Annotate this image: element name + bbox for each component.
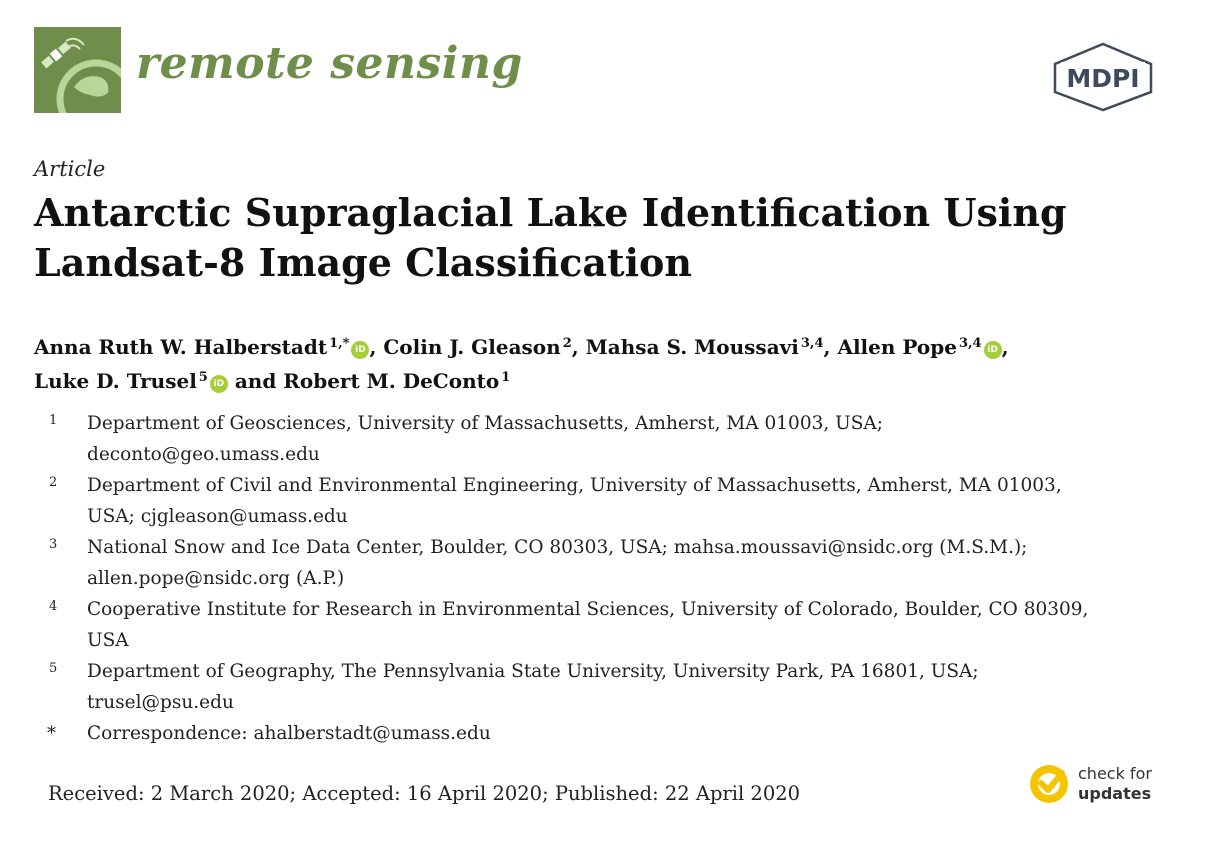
- author: Allen Pope: [837, 335, 957, 359]
- author: Mahsa S. Moussavi: [585, 335, 799, 359]
- author-affiliation-mark: 1: [501, 370, 511, 385]
- journal-logo: [34, 27, 121, 113]
- author: Luke D. Trusel: [34, 369, 197, 393]
- author: Anna Ruth W. Halberstadt: [34, 335, 328, 359]
- author-affiliation-mark: 3,4: [800, 336, 824, 351]
- affiliation-list: [34, 408, 1184, 749]
- publication-dates: Received: 2 March 2020; Accepted: 16 April 2020; Published: 22 April 2020: [48, 782, 801, 805]
- author: Robert M. DeConto: [283, 369, 500, 393]
- page-title: [34, 188, 1164, 288]
- affiliation-number: 5: [49, 661, 58, 676]
- author: Colin J. Gleason: [383, 335, 561, 359]
- title-line-1: Antarctic Supraglacial Lake Identification Using: [34, 190, 1067, 235]
- publisher-logo-text: MDPI: [1066, 64, 1140, 93]
- check-circle-icon: [1028, 763, 1070, 805]
- author-affiliation-mark: 5: [198, 370, 208, 385]
- affiliation-item: 3 National Snow and Ice Data Center, Boulder, CO 80303, USA; mahsa.moussavi@nsidc.org (M.S.M.); allen.pope@nsidc.org (A.P.): [34, 532, 1184, 594]
- author-affiliation-mark: 1,*: [329, 336, 350, 351]
- satellite-globe-icon: [34, 27, 121, 113]
- journal-name: remote sensing: [136, 38, 523, 89]
- affiliation-number: 4: [49, 599, 58, 614]
- affiliation-item: 2 Department of Civil and Environmental Engineering, University of Massachusetts, Amherst, MA 01003, USA; cjgleason@umass.edu: [34, 470, 1184, 532]
- mdpi-hexagon-icon: [1047, 40, 1159, 112]
- affiliation-number: 1: [49, 413, 58, 428]
- check-for-label: check for: [1078, 764, 1152, 783]
- check-for-updates-button[interactable]: [1028, 760, 1168, 810]
- publisher-logo: [1047, 40, 1159, 112]
- affiliation-item: 4 Cooperative Institute for Research in Environmental Sciences, University of Colorado, Boulder, CO 80309, USA: [34, 594, 1184, 656]
- author-affiliation-mark: 3,4: [958, 336, 982, 351]
- author-list: Anna Ruth W. Halberstadt $^{1,*}$ iD , Colin J. Gleason $^2$, Mahsa S. Moussavi $^{3,4}$, Allen Pope $^{3,4}$ iD , Luke D. Trusel $^5$ iD and Robert M. DeConto $^1$: [34, 335, 1009, 393]
- correspondence: * Correspondence: ahalberstadt@umass.edu: [34, 718, 1184, 749]
- affiliation-item: 1 Department of Geosciences, University of Massachusetts, Amherst, MA 01003, USA; deconto@geo.umass.edu: [34, 408, 1184, 470]
- authors-conjunction: and: [234, 369, 277, 393]
- orcid-icon[interactable]: iD: [351, 341, 369, 359]
- author-affiliation-mark: 2: [562, 336, 572, 351]
- article-type: Article: [34, 157, 106, 181]
- orcid-icon[interactable]: iD: [984, 341, 1002, 359]
- orcid-icon[interactable]: iD: [210, 375, 228, 393]
- affiliation-number: 2: [49, 475, 58, 490]
- affiliation-number: 3: [49, 537, 58, 552]
- correspondence-mark: *: [47, 723, 56, 744]
- title-line-2: Landsat-8 Image Classification: [34, 240, 693, 285]
- updates-label: updates: [1078, 784, 1152, 803]
- affiliation-item: 5 Department of Geography, The Pennsylvania State University, University Park, PA 16801, USA; trusel@psu.edu: [34, 656, 1184, 718]
